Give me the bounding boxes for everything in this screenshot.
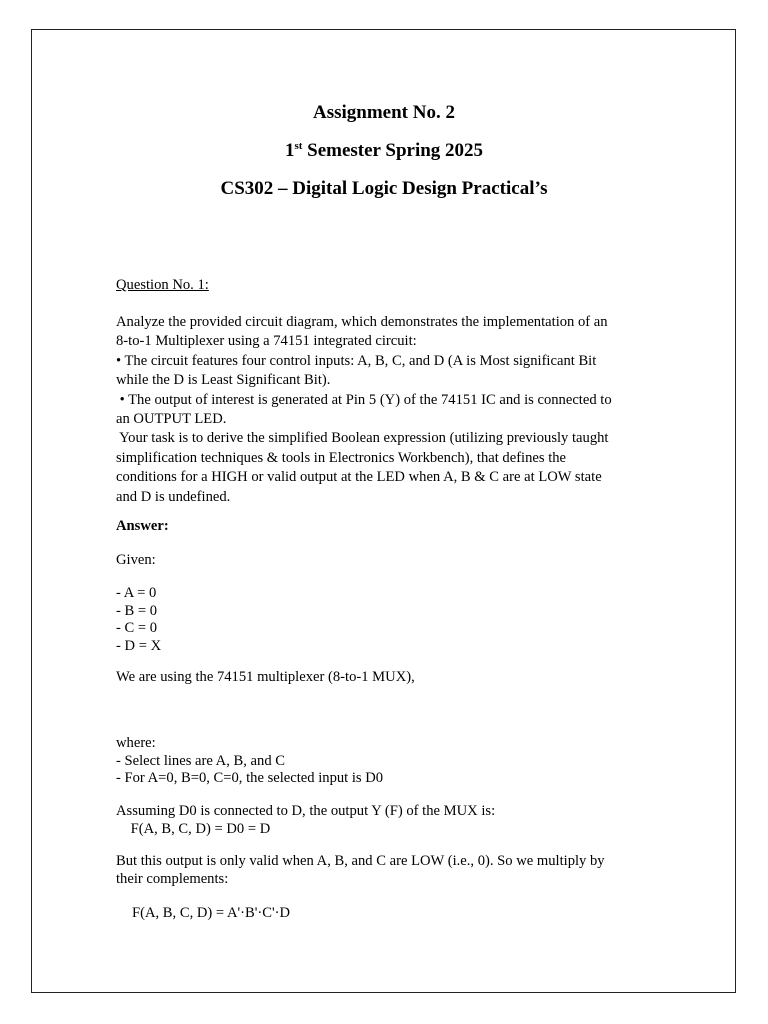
- valid-block: [116, 853, 605, 888]
- question-line: • The circuit features four control inputs: A, B, C, and D (A is Most significant Bit: [116, 352, 597, 369]
- question-line: simplification techniques & tools in Electronics Workbench), that defines the: [116, 449, 567, 466]
- semester-superscript: st: [294, 140, 303, 152]
- question-line: and D is undefined.: [116, 488, 231, 505]
- document-title: Assignment No. 2: [313, 102, 455, 123]
- final-expression: F(A, B, C, D) = A'·B'·C'·D: [132, 905, 291, 921]
- where-line: where:: [116, 735, 156, 751]
- given-item: - B = 0: [116, 602, 158, 619]
- answer-label: Answer:: [116, 518, 169, 534]
- assume-block: [116, 803, 495, 838]
- given-label: Given:: [116, 552, 156, 568]
- where-line: - Select lines are A, B, and C: [116, 752, 286, 769]
- semester-text: Semester Spring 2025: [302, 140, 484, 161]
- question-line: an OUTPUT LED.: [116, 411, 227, 428]
- valid-line: their complements:: [116, 870, 229, 887]
- question-text: [116, 313, 612, 507]
- given-list: [116, 585, 161, 655]
- given-item: - A = 0: [116, 585, 157, 601]
- given-item: - D = X: [116, 637, 162, 654]
- page-border: [31, 29, 736, 993]
- assume-line: F(A, B, C, D) = D0 = D: [116, 820, 271, 837]
- question-label: Question No. 1:: [116, 277, 209, 293]
- where-block: [116, 735, 383, 788]
- question-line: conditions for a HIGH or valid output at the LED when A, B & C are at LOW state: [116, 469, 602, 486]
- question-line: while the D is Least Significant Bit).: [116, 372, 331, 389]
- question-line: 8-to-1 Multiplexer using a 74151 integrated circuit:: [116, 333, 417, 350]
- assume-line: Assuming D0 is connected to D, the output Y (F) of the MUX is:: [116, 803, 496, 819]
- course-title: CS302 – Digital Logic Design Practical’s: [220, 178, 548, 199]
- question-line: • The output of interest is generated at Pin 5 (Y) of the 74151 IC and is connected to: [116, 391, 612, 408]
- mux-line: We are using the 74151 multiplexer (8-to-1 MUX),: [116, 669, 415, 685]
- question-line: Your task is to derive the simplified Boolean expression (utilizing previously taught: [116, 430, 609, 447]
- question-line: Analyze the provided circuit diagram, which demonstrates the implementation of an: [116, 314, 608, 330]
- given-item: - C = 0: [116, 620, 158, 636]
- semester-ordinal: 1: [284, 140, 295, 161]
- where-line: - For A=0, B=0, C=0, the selected input is D0: [116, 770, 384, 786]
- valid-line: But this output is only valid when A, B, and C are LOW (i.e., 0). So we multiply by: [116, 853, 605, 869]
- semester-heading: [0, 140, 768, 162]
